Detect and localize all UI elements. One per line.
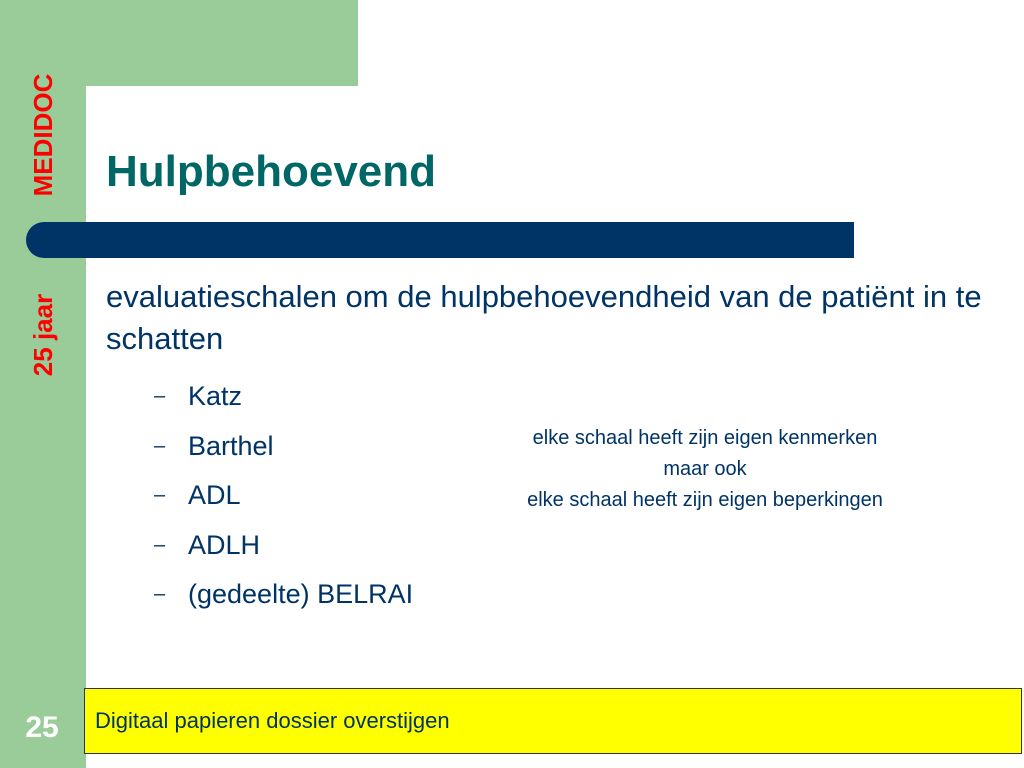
page-number: 25 [25,711,59,744]
dash-bullet-icon: – [154,434,166,457]
footer-text: Digitaal papieren dossier overstijgen [95,708,450,733]
slide-title: Hulpbehoevend [106,147,437,196]
list-item [150,425,413,475]
dash-bullet-icon: – [154,385,166,407]
title-underline-bar [26,222,854,258]
list-item-label: Katz [188,381,243,411]
note-line: maar ook [663,458,747,480]
list-item [150,573,413,623]
list-item-label: Barthel [188,430,274,461]
dash-bullet-icon: – [154,583,166,605]
list-item [150,524,413,574]
list-item-label: ADLH [188,529,261,560]
dash-bullet-icon: – [154,484,166,506]
list-item-label: ADL [188,480,241,510]
bullet-list [150,375,413,623]
list-item [150,375,413,425]
dash-bullet-icon: – [154,533,166,556]
brand-vertical-text: MEDIDOC [28,73,58,197]
note-line: elke schaal heeft zijn eigen kenmerken [532,427,878,449]
footer-banner [84,688,1022,754]
note-text [460,423,950,516]
anniversary-vertical-text: 25 jaar [28,293,58,377]
main-text: evaluatieschalen om de hulpbehoevendheid van de patiënt in te schatten [106,279,982,356]
list-item [150,474,413,524]
note-line: elke schaal heeft zijn eigen beperkingen [527,489,883,511]
list-item-label: (gedeelte) BELRAI [188,579,414,609]
